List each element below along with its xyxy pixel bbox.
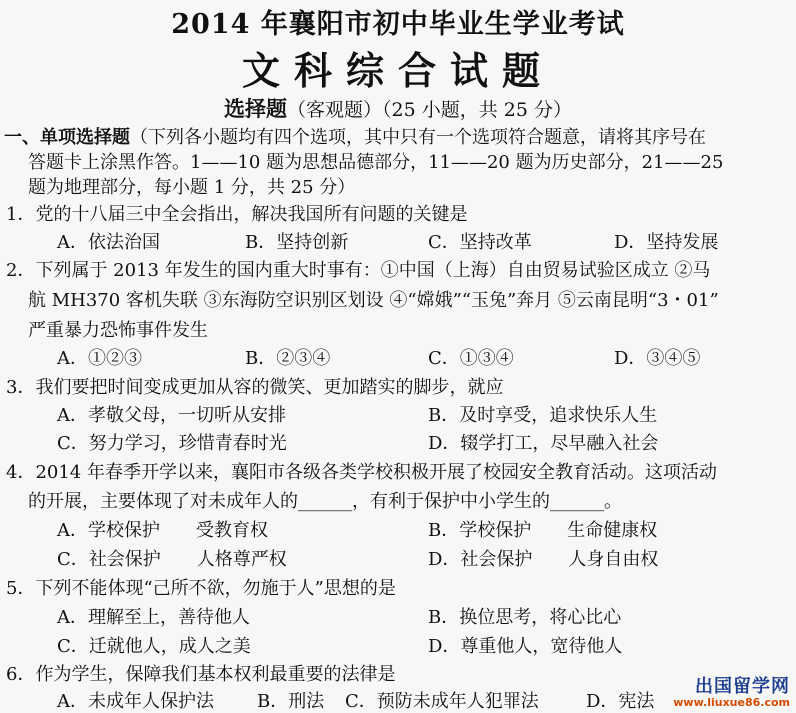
exam-subtitle: 文科综合试题 xyxy=(241,48,554,93)
question-5-option-c: C．迁就他人，成人之美 xyxy=(57,636,251,657)
question-5-option-a: A．理解至上，善待他人 xyxy=(57,607,250,628)
question-4-stem-line1: 4．2014 年春季开学以来，襄阳市各级各类学校积极开展了校园安全教育活动。这项活动 xyxy=(6,462,717,483)
question-5-option-d: D．尊重他人，宽待他人 xyxy=(428,636,623,657)
watermark-url: www.liuxue86.com xyxy=(673,696,790,709)
question-3-option-b: B．及时享受，追求快乐人生 xyxy=(428,405,658,426)
question-6-option-b: B．刑法 xyxy=(257,691,325,712)
question-2-option-a: A．①②③ xyxy=(57,348,142,369)
question-6-option-c: C．预防未成年人犯罪法 xyxy=(345,691,539,712)
question-5-option-b: B．换位思考，将心比心 xyxy=(428,607,622,628)
question-4-option-d: D．社会保护 人身自由权 xyxy=(428,549,659,570)
exam-title: 2014 年襄阳市初中毕业生学业考试 xyxy=(171,9,625,40)
question-3-stem: 3．我们要把时间变成更加从容的微笑、更加踏实的脚步，就应 xyxy=(6,377,504,398)
question-3-option-c: C．努力学习，珍惜青春时光 xyxy=(57,433,287,454)
question-4-option-b: B．学校保护 生命健康权 xyxy=(428,520,658,541)
question-2-stem-line3: 严重暴力恐怖事件发生 xyxy=(28,320,208,341)
question-1-option-b: B．坚持创新 xyxy=(245,232,349,253)
question-2-stem-line1: 2．下列属于 2013 年发生的国内重大时事有：①中国（上海）自由贸易试验区成立 ②马 xyxy=(6,260,711,281)
question-1-option-c: C．坚持改革 xyxy=(428,232,532,253)
question-1-stem: 1．党的十八届三中全会指出，解决我国所有问题的关键是 xyxy=(6,204,468,225)
question-4-option-a: A．学校保护 受教育权 xyxy=(57,520,268,541)
question-2-stem-line2: 航 MH370 客机失联 ③东海防空识别区划设 ④“嫦娥”“玉兔”奔月 ⑤云南昆明“3・01” xyxy=(28,290,719,311)
section1-line3: 题为地理部分，每小题 1 分，共 25 分） xyxy=(28,177,356,198)
section-header-bold: 选择题 xyxy=(224,96,287,121)
watermark-site-name: 出国留学网 xyxy=(695,676,790,697)
question-1-option-a: A．依法治国 xyxy=(57,232,160,253)
question-2-option-c: C．①③④ xyxy=(428,348,514,369)
question-6-option-d: D．宪法 xyxy=(586,691,655,712)
watermark xyxy=(673,678,790,708)
section1-label: 一、单项选择题 xyxy=(4,127,130,148)
section-header-rest: （客观题）（25 小题，共 25 分） xyxy=(287,99,572,121)
question-1-option-d: D．坚持发展 xyxy=(614,232,719,253)
question-3-option-d: D．辍学打工，尽早融入社会 xyxy=(428,433,659,454)
section-header xyxy=(0,93,796,123)
question-4-option-c: C．社会保护 人格尊严权 xyxy=(57,549,287,570)
question-6-option-a: A．未成年人保护法 xyxy=(57,691,214,712)
question-6-stem: 6．作为学生，保障我们基本权利最重要的法律是 xyxy=(6,664,396,685)
section1-instruction: （下列各小题均有四个选项，其中只有一个选项符合题意，请将其序号在 xyxy=(130,127,706,148)
section1-line1 xyxy=(4,123,706,149)
section1-line2: 答题卡上涂黑作答。1——10 题为思想品德部分，11——20 题为历史部分，21——25 xyxy=(28,152,724,173)
question-2-option-b: B．②③④ xyxy=(245,348,331,369)
question-5-stem: 5．下列不能体现“己所不欲，勿施于人”思想的是 xyxy=(6,578,396,599)
question-4-stem-line2: 的开展，主要体现了对未成年人的______，有利于保护中小学生的______。 xyxy=(28,491,622,512)
question-2-option-d: D．③④⑤ xyxy=(614,348,701,369)
question-3-option-a: A．孝敬父母，一切听从安排 xyxy=(57,405,286,426)
